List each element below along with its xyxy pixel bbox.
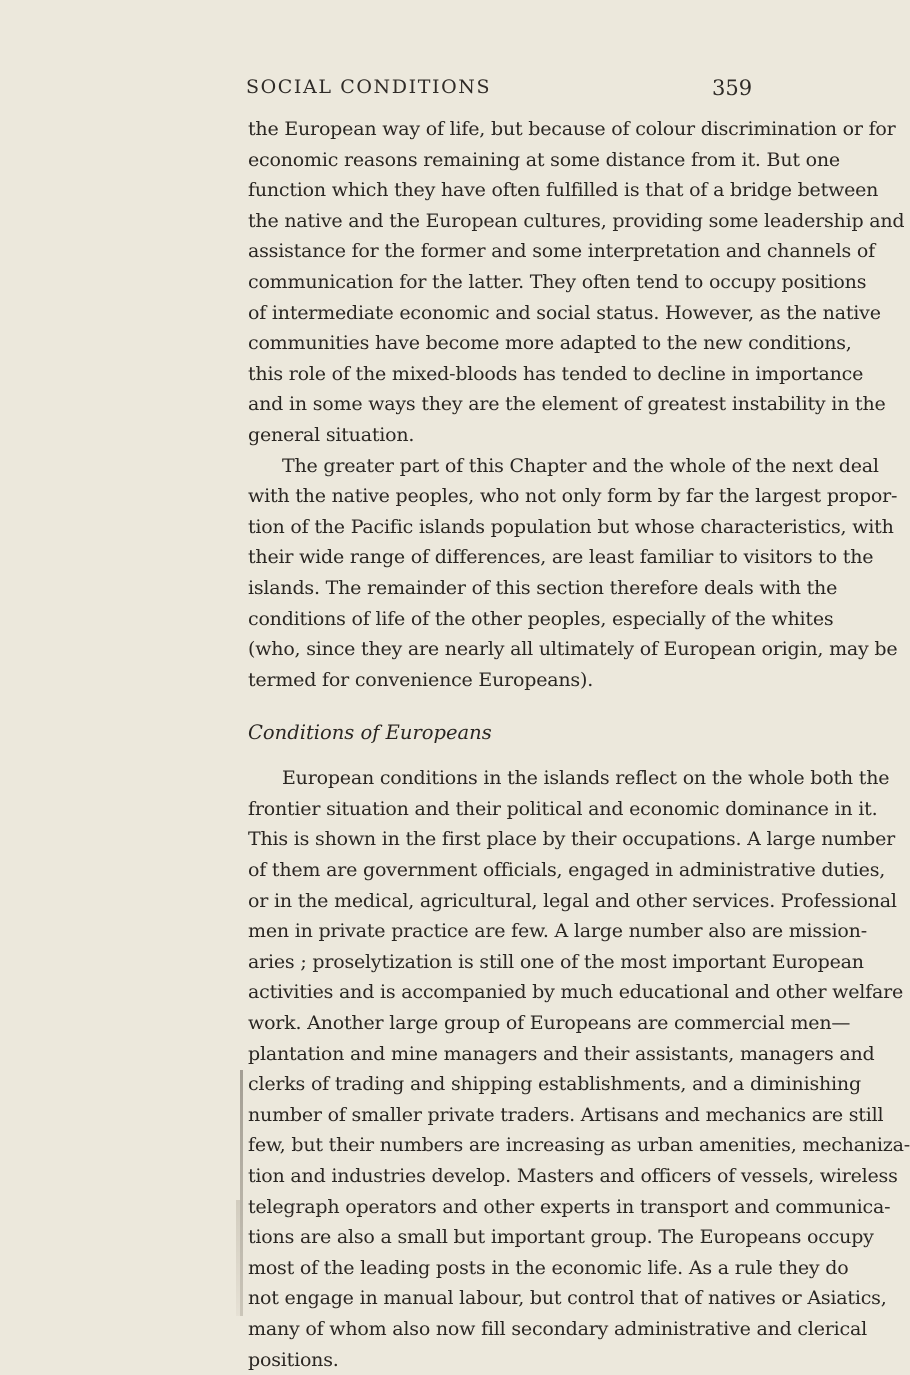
text-line: plantation and mine managers and their assistants, managers and [248, 1042, 875, 1065]
text-line: European conditions in the islands reflect on the whole both the [282, 767, 890, 790]
paragraph-native-peoples [248, 451, 898, 696]
text-line: termed for convenience Europeans). [248, 668, 594, 691]
paragraph-mixed-bloods [248, 114, 905, 451]
text-line: the European way of life, but because of colour discrimination or for [248, 118, 896, 140]
text-line: The greater part of this Chapter and the whole of the next deal [282, 454, 879, 477]
text-line: function which they have often fulfilled is that of a bridge between [248, 179, 879, 202]
text-line: communities have become more adapted to the new conditions, [248, 332, 852, 355]
text-line: communication for the latter. They often tend to occupy positions [248, 270, 867, 293]
heading-spacer [248, 751, 768, 763]
text-line: aries ; proselytization is still one of the most important European [248, 950, 864, 973]
text-line: the native and the European cultures, providing some leadership and [248, 209, 905, 232]
text-line: men in private practice are few. A large number also are mission- [248, 920, 867, 943]
text-line: frontier situation and their political and economic dominance in it. [248, 797, 878, 820]
text-line: and in some ways they are the element of greatest instability in the [248, 393, 886, 416]
section-heading: Conditions of Europeans [248, 721, 492, 745]
text-line: tions are also a small but important group. The Europeans occupy [248, 1226, 874, 1249]
text-line: this role of the mixed-bloods has tended to decline in importance [248, 362, 864, 385]
running-title: SOCIAL CONDITIONS [246, 76, 492, 98]
binding-shadow [236, 1200, 240, 1316]
running-head [0, 76, 800, 106]
text-line: work. Another large group of Europeans are commercial men— [248, 1012, 851, 1035]
text-line: activities and is accompanied by much educational and other welfare [248, 981, 904, 1004]
binding-edge [240, 1070, 243, 1316]
text-line: tion of the Pacific islands population but whose characteristics, with [248, 515, 894, 538]
text-line: number of smaller private traders. Artisans and mechanics are still [248, 1103, 884, 1126]
text-line: not engage in manual labour, but control that of natives or Asiatics, [248, 1287, 887, 1310]
text-line: general situation. [248, 423, 415, 446]
section-spacer [248, 695, 768, 715]
paragraph-european-conditions [248, 763, 910, 1375]
body-text [248, 114, 910, 1375]
text-line: of them are government officials, engaged in administrative duties, [248, 859, 886, 882]
text-line: with the native peoples, who not only form by far the largest propor- [248, 485, 898, 508]
text-line: telegraph operators and other experts in transport and communica- [248, 1195, 891, 1218]
text-line: their wide range of differences, are least familiar to visitors to the [248, 546, 874, 569]
text-line: positions. [248, 1348, 339, 1371]
text-line: or in the medical, agricultural, legal and other services. Professional [248, 889, 897, 912]
text-line: conditions of life of the other peoples, especially of the whites [248, 607, 834, 630]
text-line: economic reasons remaining at some distance from it. But one [248, 148, 840, 171]
text-line: tion and industries develop. Masters and officers of vessels, wireless [248, 1165, 898, 1187]
text-line: few, but their numbers are increasing as urban amenities, mechaniza- [248, 1134, 910, 1157]
text-line: This is shown in the first place by their occupations. A large number [248, 828, 896, 851]
text-line: islands. The remainder of this section therefore deals with the [248, 576, 838, 599]
text-line: of intermediate economic and social status. However, as the native [248, 301, 881, 324]
text-line: clerks of trading and shipping establishments, and a diminishing [248, 1073, 861, 1096]
text-line: most of the leading posts in the economic life. As a rule they do [248, 1256, 849, 1279]
text-line: assistance for the former and some interpretation and channels of [248, 240, 875, 263]
text-line: (who, since they are nearly all ultimately of European origin, may be [248, 638, 898, 661]
page-number: 359 [712, 76, 753, 100]
text-line: many of whom also now fill secondary administrative and clerical [248, 1317, 867, 1340]
